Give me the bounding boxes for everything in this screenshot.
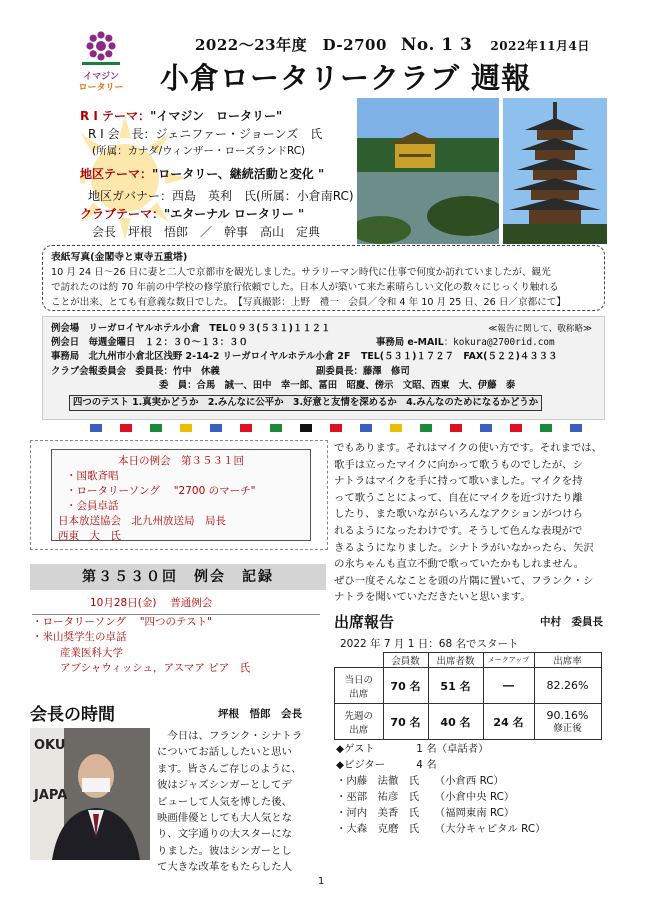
- committee-vice-chair: 副委員長：藤澤 修司: [316, 365, 410, 377]
- today-speaker-affil: 日本放送協会 北九州放送局 局長: [58, 515, 226, 527]
- office-tel-fax: TEL(５３１)１７２７ FAX(５２２)４３３３: [361, 351, 558, 363]
- committee-label: クラブ会報委員会: [51, 365, 127, 377]
- right-line-6: れるようになったわけです。そうして色んな表現がで: [334, 524, 583, 537]
- rotary-wheel-icon: [72, 28, 130, 68]
- right-line-3: ナトラはマイクを手に持って歌いました。マイクを持: [334, 475, 583, 488]
- president-message: [157, 728, 317, 876]
- president-line-6: 映画俳優としても大人気とな: [157, 812, 293, 825]
- club-info-box: 例会場 リーガロイヤルホテル小倉 TEL０９３(５３１)１１２１ ≪報告に関して、敬称略≫ 例会日 毎週金曜日 １２：３０〜１３：３０ 事務局 e-MAIL：kokura@2700rid.com 事務局 北九州市小倉北区浅野 2-14-2 リーガロイヤルホテル小倉 2F TEL(５３１)１７２７ FAX(５２２)４３３３ クラブ会報委員会 委員長：竹中 休義 副委員長：藤澤 修司 委 員：合馬 誠一、田中 幸一郎、冨田 昭慶、傍示 文昭、西東 大、伊藤 泰 四つのテスト 1.真実かどうか 2.みんなに公平か 3.好意と友情を深めるか 4.みんなのためになるかどうか: [42, 316, 605, 420]
- meeting-day: 毎週金曜日 １２：３０〜１３：３０: [88, 337, 248, 349]
- venue: リーガロイヤルホテル小倉 TEL０９３(５３１)１１２１: [88, 323, 331, 334]
- logo-text-imagine: イマジン: [83, 72, 119, 82]
- list-item: ・巫部 祐彦 氏 （小倉中央 RC）: [336, 791, 515, 803]
- attendance-table: [334, 652, 602, 740]
- governor-label: 地区ガバナー：: [88, 189, 173, 203]
- club-title: 小倉ロータリークラブ 週報: [160, 61, 532, 95]
- today-item-2: ・ロータリーソング "2700 のマーチ": [66, 485, 256, 497]
- president-line-9: て大きな改革をもたらした人: [157, 861, 293, 874]
- committee-chair: 委員長：竹中 休義: [135, 365, 220, 377]
- row2-attended: 40 名: [428, 704, 483, 740]
- district-theme-label: 地区テーマ：: [80, 167, 153, 181]
- office-label: 事務局: [51, 351, 80, 363]
- today-meeting-box: [51, 449, 311, 541]
- president-line-8: りました。彼はシンガーとし: [157, 844, 292, 857]
- cover-line-1: 10 月 24 日〜26 日に妻と二人で京都市を観光しました。サラリーマン時代に仕事で何度か訪れていましたが、観光: [51, 267, 551, 278]
- office-address: 北九州市小倉北区浅野 2-14-2 リーガロイヤルホテル小倉 2F: [88, 351, 351, 363]
- ri-theme-line: [80, 108, 282, 125]
- row2-makeup: 24 名: [483, 704, 534, 740]
- ri-theme: "イマジン ロータリー": [150, 109, 283, 123]
- ri-president-affil: (所属：カナダ/ウィンザー・ローズランドRC): [92, 145, 306, 157]
- row1-attended: 51 名: [428, 668, 483, 704]
- attendance-chair: 中村 委員長: [540, 616, 603, 628]
- right-line-1: でもあります。それはマイクの使い方です。それまでは、: [334, 442, 603, 454]
- club-theme: "エターナル ロータリー ": [164, 207, 305, 221]
- right-line-7: きるようになりました。シナトラがいなかったら、矢沢: [334, 541, 594, 554]
- ri-president-line: [88, 126, 322, 143]
- officers: 会長 坪根 悟郎 ／ 幹事 高山 定典: [92, 225, 321, 239]
- president-photo-sign-a: OKU: [34, 738, 66, 753]
- record-date-line: 10月28日(金) 普通例会: [90, 597, 213, 609]
- row1-rate: 82.26%: [534, 668, 601, 704]
- year-district: 2022〜23年度 D-2700: [195, 36, 387, 54]
- record-talk: ・米山奨学生の卓話: [32, 631, 127, 643]
- governor-line: [88, 188, 354, 205]
- cover-line-3: ことが出来、とても有意義な数日でした。 【写真撮影：上野 禮一 会員／令和 4 年 10 月 25 日、26 日／京都にて】: [51, 297, 566, 308]
- district-theme: "ロータリー、継続活動と変化 ": [152, 167, 325, 181]
- page-number: 1: [318, 876, 325, 887]
- rotary-imagine-logo: [72, 28, 130, 100]
- cover-photo-note: [42, 245, 605, 311]
- meeting-record-header: 第３５３０回 例会 記録: [30, 564, 326, 590]
- guest-line: ◆ゲスト 1 名（卓話者）: [336, 743, 489, 755]
- kinkakuji-photo: [357, 98, 499, 244]
- governor: 西島 英利 氏(所属：小倉南RC): [172, 189, 354, 203]
- president-photo-sign-b: JAPA: [34, 788, 68, 803]
- col-attended: 出席者数: [428, 653, 483, 668]
- cover-title: 表紙写真(金閣寺と東寺五重塔): [51, 252, 188, 263]
- email-label: 事務局 e-MAIL: [376, 337, 444, 349]
- toji-pagoda-photo: [503, 98, 607, 244]
- ri-theme-label: R I テーマ：: [80, 109, 151, 123]
- record-song: ・ロータリーソング "四つのテスト": [32, 615, 212, 628]
- today-meeting-frame: [30, 440, 328, 550]
- row1-label1: 当日の: [344, 674, 373, 686]
- committee-members: 委 員：合馬 誠一、田中 幸一郎、冨田 昭慶、傍示 文昭、西東 大、伊藤 泰: [159, 379, 516, 391]
- ri-president: ジェニファー・ジョーンズ 氏: [155, 127, 323, 141]
- club-theme-line: [80, 206, 304, 223]
- col-rate: 出席率: [534, 653, 601, 668]
- issue-number: No. 1 3: [400, 35, 473, 55]
- right-line-2: 歌手は立ったマイクに向かって歌うものでしたが、シ: [334, 458, 583, 471]
- right-line-5: したり、また歌いながらいろんなアクションがつけら: [334, 508, 583, 521]
- day-label: 例会日: [51, 337, 80, 349]
- today-speaker-name: 西東 大 氏: [58, 530, 121, 542]
- row1-makeup: ―: [483, 668, 534, 704]
- right-line-4: って歌うことによって、自在にマイクを近づけたり離: [334, 491, 583, 504]
- president-line-4: 彼はジャズシンガーとしてデ: [157, 779, 292, 792]
- right-line-10: ナトラを聞いていただきたいと思います。: [334, 591, 531, 604]
- row1-members: 70 名: [383, 668, 428, 704]
- attendance-start: 2022 年 7 月 1 日：68 名でスタート: [340, 638, 519, 650]
- list-item: ・河内 美香 氏 （福岡東南 RC）: [336, 807, 515, 819]
- cover-line-2: で訪れたのは約 70 年前の中学校の修学旅行依頼でした。日本人が築いて来た素晴らしい文化の数々にじっくり触れる: [51, 282, 559, 293]
- guest-visitor-list: [336, 741, 545, 837]
- row2-rate: 90.16%: [546, 708, 589, 722]
- president-message-continued: [334, 440, 619, 606]
- today-item-1: ・国歌斉唱: [66, 470, 119, 482]
- logo-text-rotary: ロータリー: [78, 83, 124, 93]
- ri-president-label: R I 会 長：: [88, 127, 156, 141]
- right-line-9: ぜひ一度そんなことを頭の片隅に置いて、フランク・シ: [334, 574, 594, 587]
- record-univ: 産業医科大学: [60, 646, 123, 659]
- table-row: [335, 704, 602, 740]
- right-line-8: の永ちゃんも直立不動で歌っていたかもしれません。: [334, 558, 584, 571]
- four-way-test: 四つのテスト 1.真実かどうか 2.みんなに公平か 3.好意と友情を深めるか 4.みんなのためになるかどうか: [69, 395, 542, 411]
- president-name: 坪根 悟郎 会長: [218, 708, 302, 720]
- venue-label: 例会場: [51, 323, 80, 334]
- list-item: ・大森 克磨 氏 （大分キャピタル RC）: [336, 823, 546, 835]
- president-section-title: 会長の時間: [30, 705, 115, 725]
- row1-label2: 出席: [349, 688, 369, 700]
- president-line-1: 今日は、フランク・シナトラ: [157, 730, 303, 742]
- issue-date: 2022年11月4日: [490, 39, 590, 53]
- row2-note: 修正後: [553, 722, 582, 734]
- district-theme-line: [80, 166, 324, 183]
- report-note: ≪報告に関して、敬称略≫: [488, 324, 592, 334]
- row2-members: 70 名: [383, 704, 428, 740]
- list-item: ・内藤 法徹 氏 （小倉西 RC）: [336, 775, 504, 787]
- visitor-line: ◆ビジター 4 名: [336, 759, 437, 771]
- header-line: [195, 34, 590, 55]
- president-line-7: り、文字通りの大スターにな: [157, 828, 293, 841]
- today-item-3: ・会員卓話: [66, 500, 119, 512]
- col-makeup: メークアップ: [483, 653, 534, 668]
- world-flags-strip: [42, 422, 605, 434]
- president-photo: [30, 728, 150, 860]
- row2-label1: 先週の: [344, 710, 373, 722]
- office-email: kokura@2700rid.com: [453, 337, 555, 349]
- today-meeting-title: 本日の例会 第３５３１回: [118, 455, 244, 467]
- col-members: 会員数: [383, 653, 428, 668]
- row2-label2: 出席: [349, 724, 369, 736]
- table-row: [335, 668, 602, 704]
- attendance-title: 出席報告: [334, 613, 395, 631]
- club-theme-label: クラブテーマ：: [80, 207, 165, 221]
- president-line-2: についてお話ししたいと思い: [157, 746, 292, 759]
- meeting-record-body: [32, 596, 320, 677]
- president-line-3: ます。皆さんご存じのように、: [157, 762, 302, 775]
- president-line-5: ビューして人気を博した後、: [157, 795, 293, 808]
- record-student: アブシャウィッシュ，アスマア ピア 氏: [60, 662, 251, 674]
